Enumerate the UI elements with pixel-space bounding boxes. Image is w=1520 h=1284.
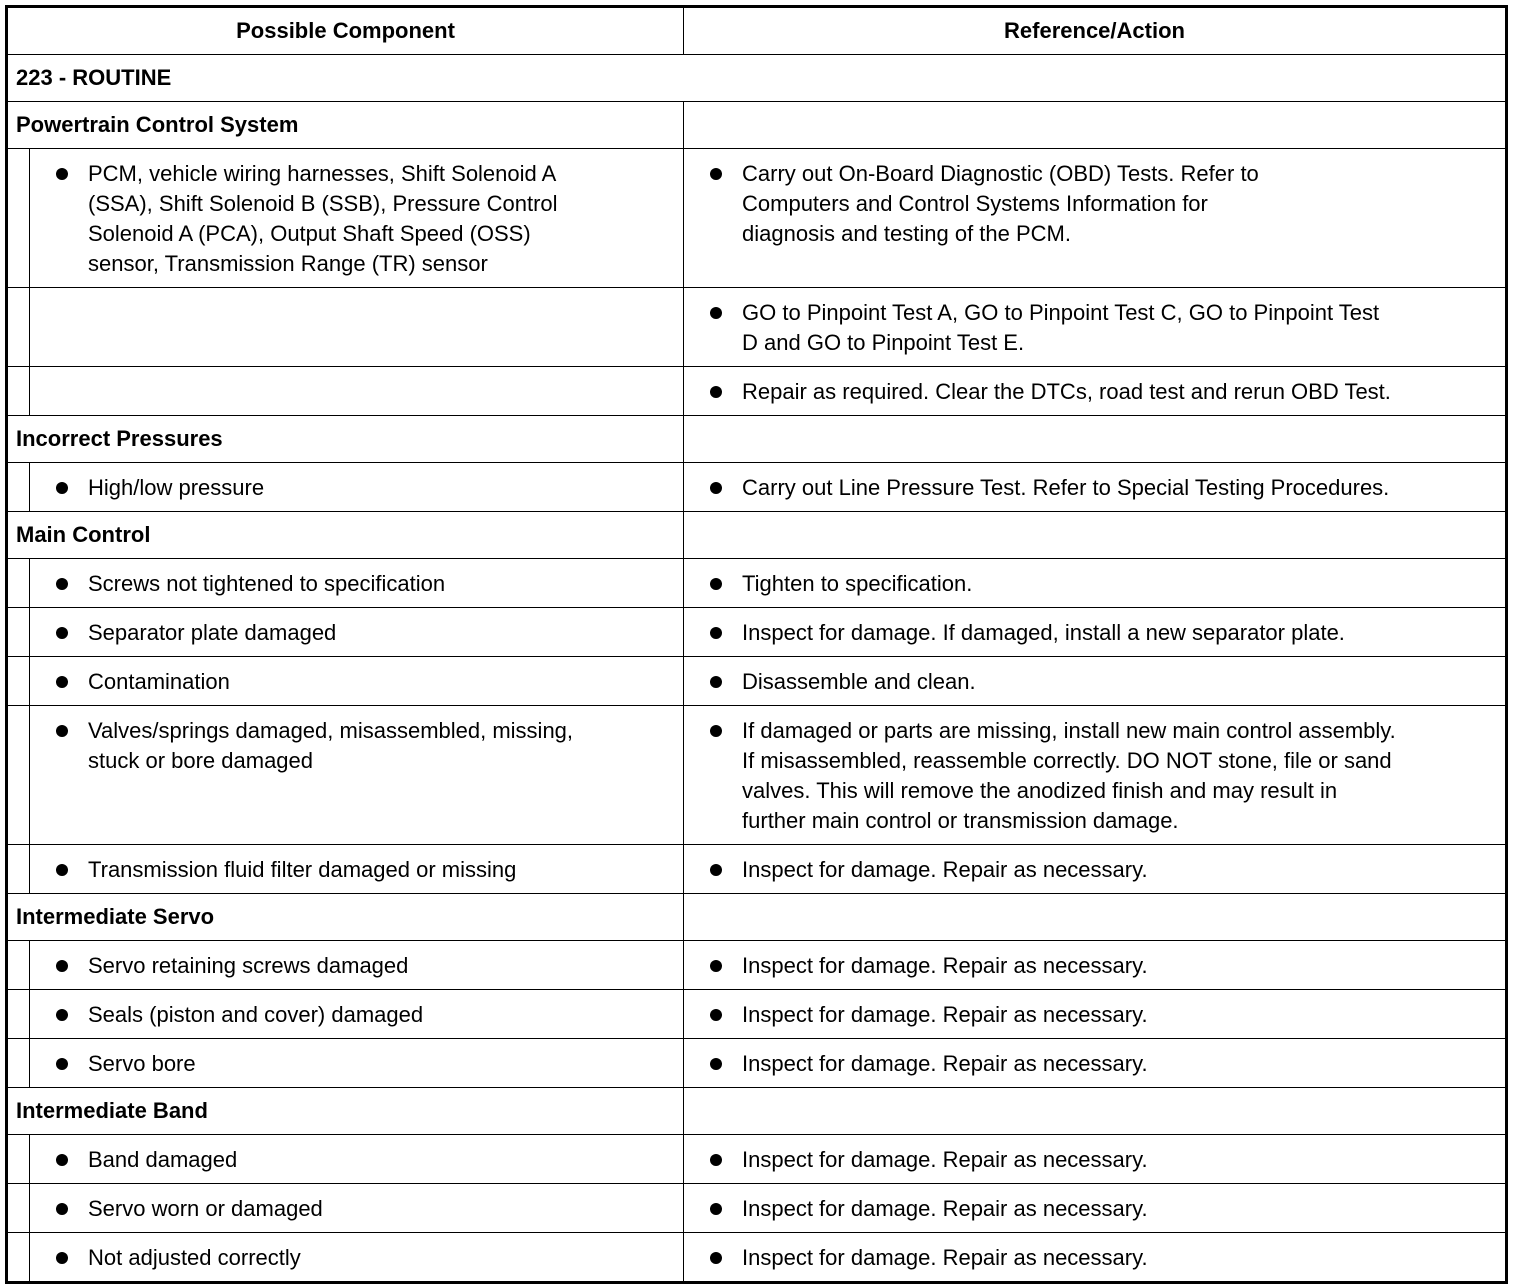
table-row <box>7 941 1507 990</box>
bullet-icon <box>710 960 722 972</box>
section-row <box>7 416 1507 463</box>
action-cell <box>684 1184 1507 1233</box>
indent-cell <box>7 288 30 367</box>
component-text: Transmission fluid filter damaged or missing <box>88 857 517 882</box>
bullet-icon <box>56 482 68 494</box>
section-empty-cell <box>684 416 1507 463</box>
action-cell <box>684 1233 1507 1283</box>
action-cell <box>684 463 1507 512</box>
action-text: Inspect for damage. Repair as necessary. <box>742 953 1148 978</box>
component-cell <box>30 149 684 288</box>
table-row <box>7 990 1507 1039</box>
indent-cell <box>7 1233 30 1283</box>
action-cell <box>684 149 1507 288</box>
table-row <box>7 149 1507 288</box>
bullet-icon <box>710 1203 722 1215</box>
indent-cell <box>7 1039 30 1088</box>
bullet-icon <box>56 1058 68 1070</box>
component-cell <box>30 706 684 845</box>
bullet-icon <box>56 1252 68 1264</box>
action-cell <box>684 288 1507 367</box>
indent-cell <box>7 608 30 657</box>
component-cell <box>30 1039 684 1088</box>
component-text: Band damaged <box>88 1147 238 1172</box>
indent-cell <box>7 367 30 416</box>
action-cell <box>684 608 1507 657</box>
bullet-icon <box>710 1252 722 1264</box>
component-text: Servo bore <box>88 1051 196 1076</box>
action-text: Inspect for damage. Repair as necessary. <box>742 1051 1148 1076</box>
action-text: Carry out On-Board Diagnostic (OBD) Tests. Refer to Computers and Control Systems Information for diagnosis and testing of the PCM. <box>742 161 1259 246</box>
table-row <box>7 608 1507 657</box>
action-text: Inspect for damage. Repair as necessary. <box>742 1196 1148 1221</box>
action-text: If damaged or parts are missing, install new main control assembly. If misassembled, reassemble correctly. DO NOT stone, file or sand valves. This will remove the anodized finish and may result in further main control or transmission damage. <box>742 718 1396 833</box>
bullet-icon <box>56 1203 68 1215</box>
bullet-icon <box>56 627 68 639</box>
table-row <box>7 706 1507 845</box>
table-row <box>7 367 1507 416</box>
section-row <box>7 512 1507 559</box>
action-text: GO to Pinpoint Test A, GO to Pinpoint Test C, GO to Pinpoint Test D and GO to Pinpoint Test E. <box>742 300 1380 355</box>
action-text: Tighten to specification. <box>742 571 973 596</box>
section-empty-cell <box>684 1088 1507 1135</box>
action-cell <box>684 845 1507 894</box>
component-text: Seals (piston and cover) damaged <box>88 1002 424 1027</box>
section-title: Powertrain Control System <box>7 102 684 149</box>
indent-cell <box>7 990 30 1039</box>
section-title: Incorrect Pressures <box>7 416 684 463</box>
diagnostic-table <box>5 5 1508 1284</box>
bullet-icon <box>56 725 68 737</box>
bullet-icon <box>710 1154 722 1166</box>
section-row <box>7 102 1507 149</box>
component-cell <box>30 367 684 416</box>
action-text: Inspect for damage. Repair as necessary. <box>742 1147 1148 1172</box>
component-cell <box>30 1135 684 1184</box>
section-row <box>7 1088 1507 1135</box>
table-row <box>7 559 1507 608</box>
bullet-icon <box>56 168 68 180</box>
action-text: Disassemble and clean. <box>742 669 976 694</box>
component-text: Not adjusted correctly <box>88 1245 301 1270</box>
component-cell <box>30 288 684 367</box>
bullet-icon <box>710 1009 722 1021</box>
bullet-icon <box>710 482 722 494</box>
section-title: Intermediate Band <box>7 1088 684 1135</box>
table-row <box>7 1135 1507 1184</box>
action-cell <box>684 990 1507 1039</box>
section-title: Intermediate Servo <box>7 894 684 941</box>
table-row <box>7 1184 1507 1233</box>
section-empty-cell <box>684 102 1507 149</box>
action-cell <box>684 706 1507 845</box>
component-text: Servo worn or damaged <box>88 1196 323 1221</box>
table-row <box>7 845 1507 894</box>
action-cell <box>684 367 1507 416</box>
bullet-icon <box>710 168 722 180</box>
routine-label: 223 - ROUTINE <box>7 55 1507 102</box>
bullet-icon <box>56 960 68 972</box>
action-text: Carry out Line Pressure Test. Refer to Special Testing Procedures. <box>742 475 1390 500</box>
action-text: Inspect for damage. If damaged, install a new separator plate. <box>742 620 1345 645</box>
component-cell <box>30 608 684 657</box>
action-cell <box>684 1135 1507 1184</box>
section-empty-cell <box>684 894 1507 941</box>
indent-cell <box>7 845 30 894</box>
component-cell <box>30 1233 684 1283</box>
indent-cell <box>7 1135 30 1184</box>
component-cell <box>30 657 684 706</box>
action-cell <box>684 941 1507 990</box>
action-text: Repair as required. Clear the DTCs, road test and rerun OBD Test. <box>742 379 1391 404</box>
bullet-icon <box>710 725 722 737</box>
bullet-icon <box>56 864 68 876</box>
routine-row <box>7 55 1507 102</box>
action-text: Inspect for damage. Repair as necessary. <box>742 1002 1148 1027</box>
component-text: Valves/springs damaged, misassembled, missing, stuck or bore damaged <box>88 718 574 773</box>
section-empty-cell <box>684 512 1507 559</box>
component-text: High/low pressure <box>88 475 265 500</box>
action-text: Inspect for damage. Repair as necessary. <box>742 1245 1148 1270</box>
component-cell <box>30 559 684 608</box>
indent-cell <box>7 149 30 288</box>
header-row <box>7 7 1507 55</box>
bullet-icon <box>710 676 722 688</box>
header-component: Possible Component <box>7 7 684 55</box>
indent-cell <box>7 559 30 608</box>
bullet-icon <box>56 578 68 590</box>
table-row <box>7 288 1507 367</box>
bullet-icon <box>710 578 722 590</box>
table-row <box>7 1039 1507 1088</box>
section-title: Main Control <box>7 512 684 559</box>
action-text: Inspect for damage. Repair as necessary. <box>742 857 1148 882</box>
component-cell <box>30 463 684 512</box>
action-cell <box>684 1039 1507 1088</box>
component-text: Contamination <box>88 669 230 694</box>
component-text: Separator plate damaged <box>88 620 337 645</box>
component-cell <box>30 845 684 894</box>
action-cell <box>684 559 1507 608</box>
indent-cell <box>7 1184 30 1233</box>
bullet-icon <box>56 676 68 688</box>
component-cell <box>30 1184 684 1233</box>
bullet-icon <box>56 1009 68 1021</box>
bullet-icon <box>710 864 722 876</box>
section-row <box>7 894 1507 941</box>
bullet-icon <box>56 1154 68 1166</box>
bullet-icon <box>710 307 722 319</box>
component-text: Screws not tightened to specification <box>88 571 446 596</box>
component-cell <box>30 941 684 990</box>
bullet-icon <box>710 627 722 639</box>
indent-cell <box>7 463 30 512</box>
bullet-icon <box>710 1058 722 1070</box>
indent-cell <box>7 941 30 990</box>
table-row <box>7 463 1507 512</box>
table-row <box>7 1233 1507 1283</box>
header-action: Reference/Action <box>684 7 1507 55</box>
component-cell <box>30 990 684 1039</box>
table-row <box>7 657 1507 706</box>
component-text: PCM, vehicle wiring harnesses, Shift Solenoid A (SSA), Shift Solenoid B (SSB), Pressure Control Solenoid A (PCA), Output Shaft Speed (OSS) sensor, Transmission Range (TR) sensor <box>88 161 558 276</box>
bullet-icon <box>710 386 722 398</box>
action-cell <box>684 657 1507 706</box>
indent-cell <box>7 657 30 706</box>
indent-cell <box>7 706 30 845</box>
component-text: Servo retaining screws damaged <box>88 953 409 978</box>
